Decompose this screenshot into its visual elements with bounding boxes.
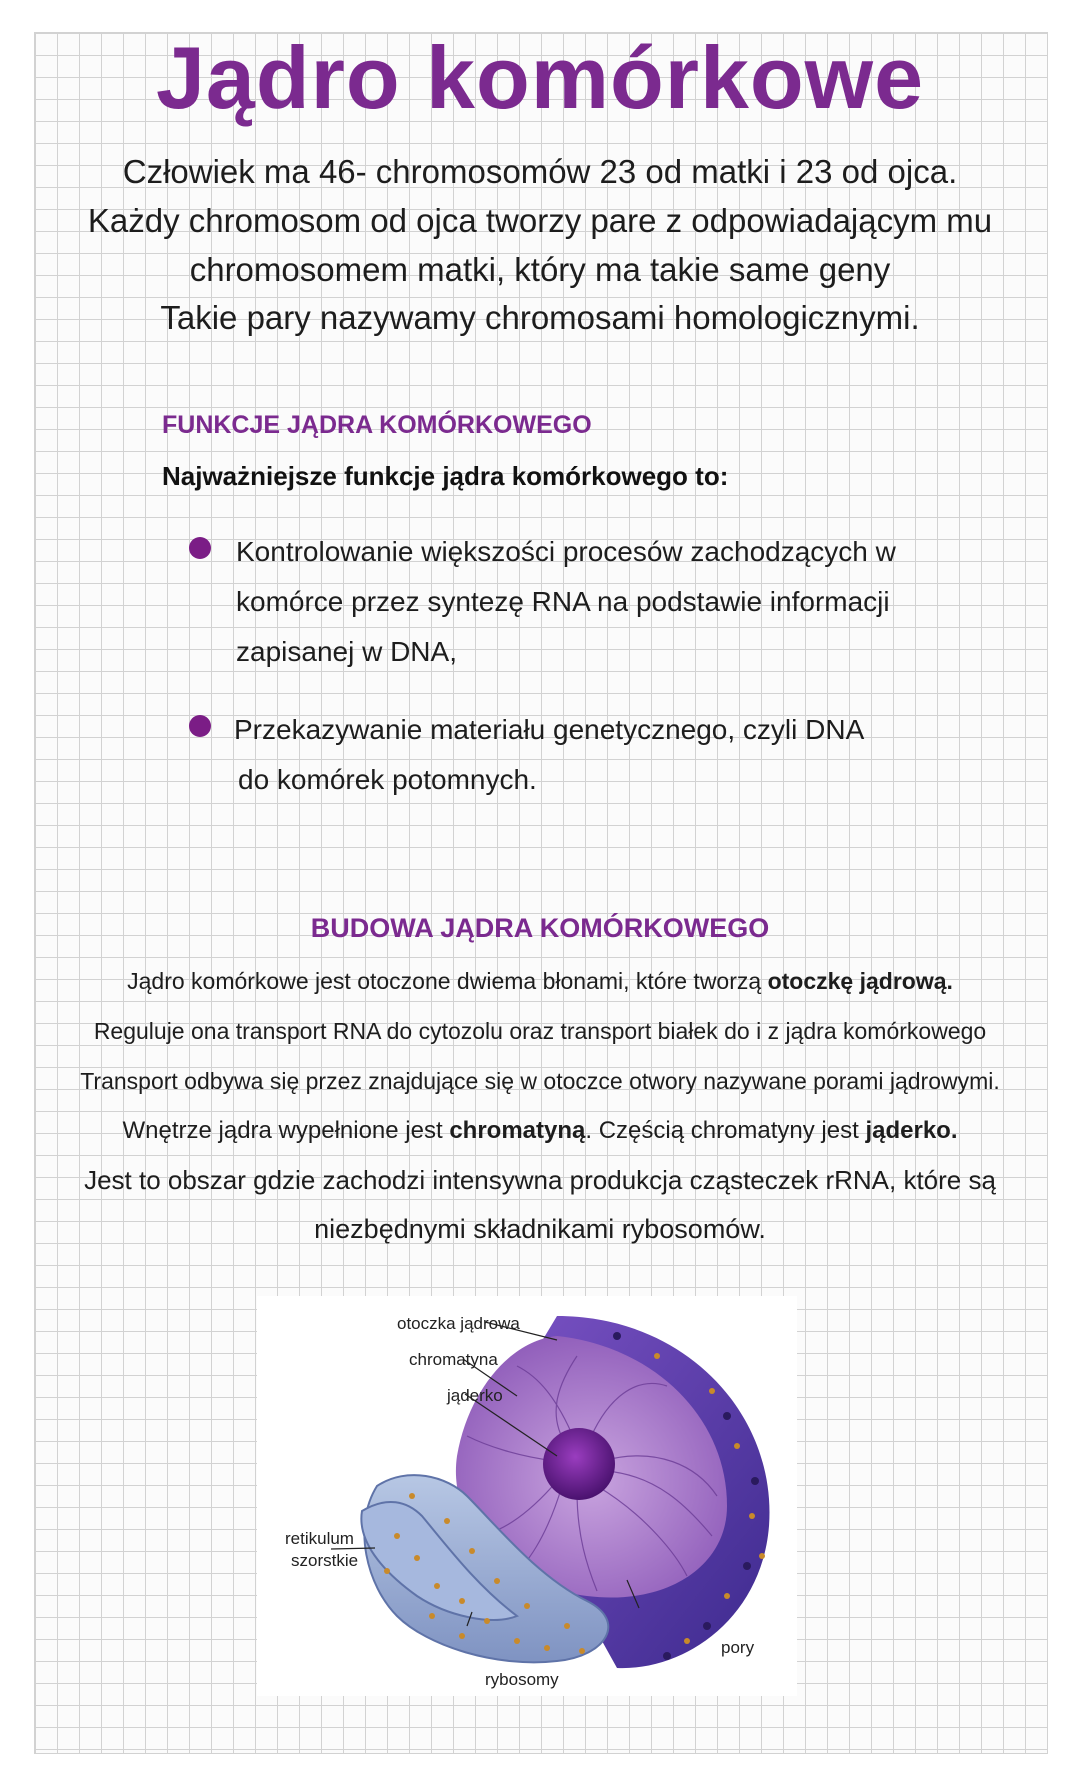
nucleolus (543, 1428, 615, 1500)
structure-line-6: niezbędnymi składnikami rybosomów. (314, 1214, 766, 1244)
functions-heading: FUNKCJE JĄDRA KOMÓRKOWEGO (162, 411, 592, 439)
intro-line-3: chromosomem matki, który ma takie same geny (189, 251, 891, 288)
bullet-2-line-1: Przekazywanie materiału genetycznego, czyli DNA (234, 714, 865, 745)
nucleus-diagram (257, 1296, 797, 1696)
bullet-dot-2 (189, 715, 211, 737)
bullet-1-line-2: komórce przez syntezę RNA na podstawie informacji (236, 586, 890, 617)
structure-line-5: Jest to obszar gdzie zachodzi intensywna produkcja cząsteczek rRNA, które są (84, 1165, 996, 1195)
label-er-1: retikulum (285, 1529, 354, 1548)
label-ribosomes: rybosomy (485, 1670, 559, 1689)
label-nucleolus: jąderko (447, 1386, 503, 1405)
bullet-dot-1 (189, 537, 211, 559)
intro-line-2: Każdy chromosom od ojca tworzy pare z odpowiadającym mu (87, 202, 993, 239)
functions-lead: Najważniejsze funkcje jądra komórkowego to: (162, 461, 729, 491)
bullet-1-line-1: Kontrolowanie większości procesów zachodzących w (236, 536, 896, 567)
bullet-2-line-2: do komórek potomnych. (238, 764, 537, 795)
structure-line-3: Transport odbywa się przez znajdujące się w otoczce otwory nazywane porami jądrowymi. (80, 1068, 1000, 1094)
bullet-1-line-3: zapisanej w DNA, (236, 636, 457, 667)
label-er-2: szorstkie (291, 1551, 359, 1570)
intro-line-4: Takie pary nazywamy chromosami homologicznymi. (160, 299, 920, 336)
page-title: Jądro komórkowe (155, 28, 925, 127)
structure-line-4: Wnętrze jądra wypełnione jest chromatyną. Częścią chromatyny jest jąderko. (122, 1117, 958, 1144)
label-chromatin: chromatyna (409, 1350, 498, 1369)
label-envelope: otoczka jądrowa (397, 1314, 520, 1333)
structure-line-1: Jądro komórkowe jest otoczone dwiema błonami, które tworzą otoczkę jądrową. (127, 968, 953, 994)
structure-heading: BUDOWA JĄDRA KOMÓRKOWEGO (310, 913, 770, 943)
label-pores: pory (721, 1638, 755, 1657)
intro-line-1: Człowiek ma 46- chromosomów 23 od matki i 23 od ojca. (122, 153, 958, 190)
structure-line-2: Reguluje ona transport RNA do cytozolu oraz transport białek do i z jądra komórkowego (93, 1018, 987, 1044)
nucleus-illustration (257, 1296, 797, 1696)
